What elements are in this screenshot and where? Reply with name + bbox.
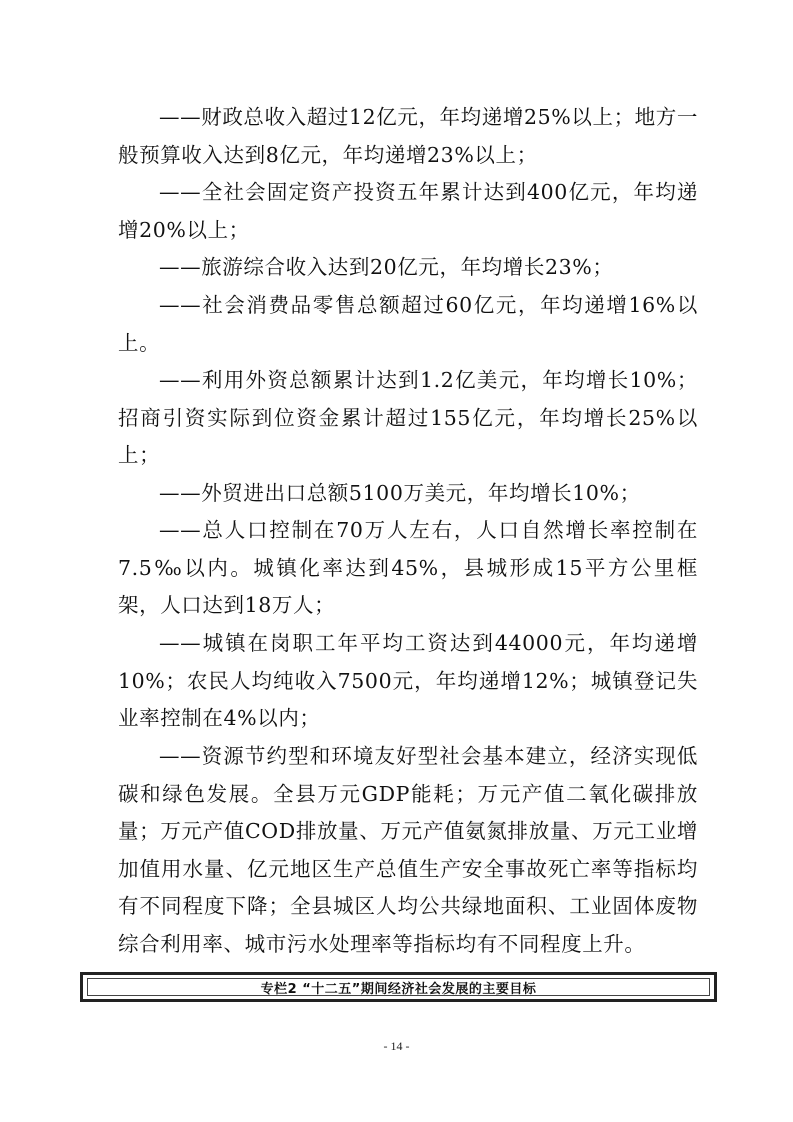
paragraph-resources-environment: ——资源节约型和环境友好型社会基本建立，经济实现低碳和绿色发展。全县万元GDP能耗；万元产值二氧化碳排放量；万元产值COD排放量、万元产值氨氮排放量、万元工业增加值用水量、亿元地区生产总值生产安全事故死亡率等指标均有不同程度下降；全县城区人均公共绿地面积、工业固体废物综合利用率、城市污水处理率等指标均有不同程度上升。 <box>118 744 698 956</box>
paragraph-fixed-asset-investment: ——全社会固定资产投资五年累计达到400亿元，年均递增20%以上； <box>118 180 698 242</box>
column-box-title: 专栏2 “十二五”期间经济社会发展的主要目标 <box>87 978 710 996</box>
page-number: - 14 - <box>383 1039 410 1053</box>
paragraph-foreign-investment: ——利用外资总额累计达到1.2亿美元，年均增长10%；招商引资实际到位资金累计超过155亿元，年均增长25%以上； <box>118 368 698 467</box>
paragraph-foreign-trade: ——外贸进出口总额5100万美元，年均增长10%； <box>159 481 641 505</box>
column-box-frame <box>80 972 717 1002</box>
paragraph-tourism-income: ——旅游综合收入达到20亿元，年均增长23%； <box>159 255 614 279</box>
paragraph-wages-income: ——城镇在岗职工年平均工资达到44000元，年均递增10%；农民人均纯收入7500元，年均递增12%；城镇登记失业率控制在4%以内； <box>118 631 698 730</box>
paragraph-fiscal-revenue: ——财政总收入超过12亿元，年均递增25%以上；地方一般预算收入达到8亿元，年均递增23%以上； <box>118 105 698 167</box>
paragraph-retail-sales: ——社会消费品零售总额超过60亿元，年均递增16%以上。 <box>118 293 698 355</box>
paragraph-population: ——总人口控制在70万人左右，人口自然增长率控制在7.5‰以内。城镇化率达到45%，县城形成15平方公里框架，人口达到18万人； <box>118 518 698 617</box>
